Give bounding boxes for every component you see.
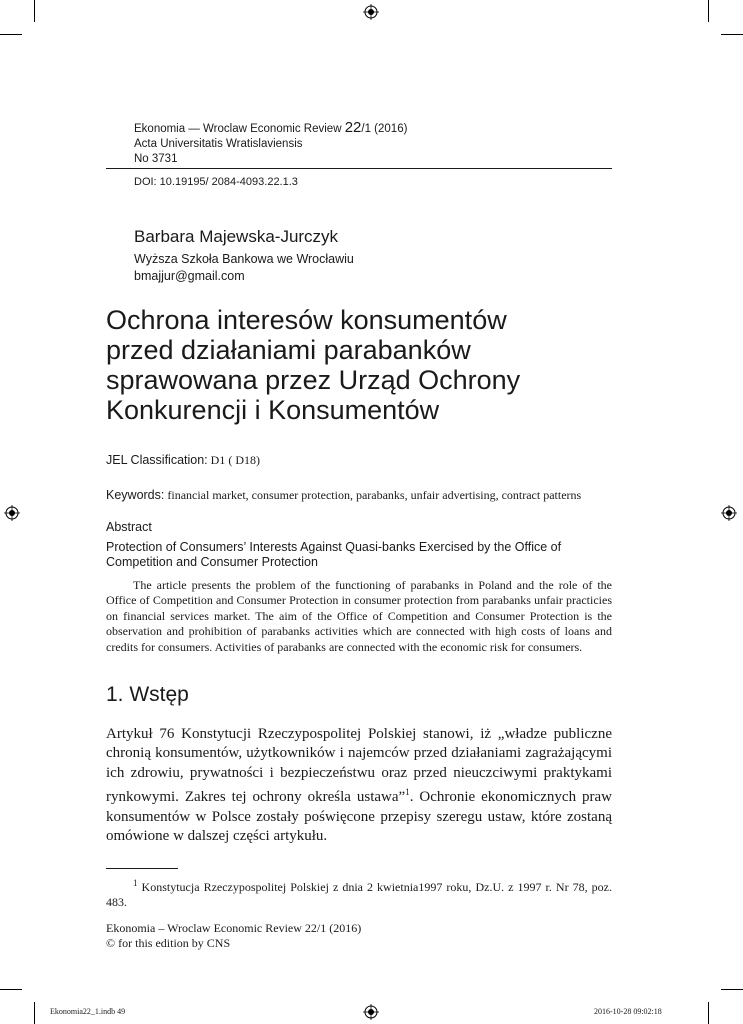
author-affiliation: Wyższa Szkoła Bankowa we Wrocławiu	[134, 252, 354, 266]
jel-value: D1 ( D18)	[207, 453, 260, 467]
title-line: Konkurencji i Konsumentów	[106, 395, 440, 425]
abstract-title: Protection of Consumers’ Interests Against Quasi-banks Exercised by the Office of Competition and Consumer Protection	[106, 540, 562, 569]
issue-number: No 3731	[134, 153, 178, 165]
section-heading: 1. Wstęp	[106, 683, 189, 706]
article-title	[106, 305, 626, 425]
series-name: Acta Universitatis Wratislaviensis	[134, 138, 303, 150]
crop-mark	[34, 0, 35, 22]
abstract-text: The article presents the problem of the functioning of parabanks in Poland and the role of the Office of Competition and Consumer Protection in consumer protection from parabanks unfair practicies on financial services market. The aim of the Office of Competition and Consumer Protection is the observation and prohibition of parabanks activities which are connected with high costs of loans and credits for consumers. Activities of parabanks are connected with the economic risk for consumers.	[106, 578, 612, 654]
registration-mark-icon	[4, 505, 20, 521]
author-name: Barbara Majewska-Jurczyk	[134, 227, 339, 246]
doi: DOI: 10.19195/ 2084-4093.22.1.3	[134, 176, 298, 188]
registration-mark-icon	[721, 505, 737, 521]
body-paragraph: Artykuł 76 Konstytucji Rzeczypospolitej Polskiej stanowi, iż „władze publiczne chronią konsumentów, użytkowników i najemców przed działaniami zagrażającymi ich zdrowiu, prywatności i bezpieczeństwu oraz przed nieuczciwymi praktykami rynkowymi. Zakres tej ochrony określa ustawa”$^1$. Ochronie ekonomicznych praw konsumentów w Polsce zostały poświęcone przepisy szeregu ustaw, które zostaną omówione w dalszej części artykułu.	[106, 726, 613, 845]
title-line: Ochrona interesów konsumentów	[106, 305, 507, 335]
author-email: bmajjur@gmail.com	[134, 269, 245, 283]
footer-citation: Ekonomia – Wroclaw Economic Review 22/1 (2016)	[106, 921, 362, 935]
abstract-label: Abstract	[106, 520, 152, 534]
footnote-text: Konstytucja Rzeczypospolitej Polskiej z dnia 2 kwietnia1997 roku, Dz.U. z 1997 r. Nr 78, poz. 483.	[106, 880, 612, 910]
volume-number: 22	[344, 119, 362, 136]
crop-mark	[708, 1002, 709, 1024]
print-slug-timestamp: 2016-10-28 09:02:18	[594, 1007, 662, 1016]
title-line: przed działaniami parabanków	[106, 335, 471, 365]
crop-mark	[721, 989, 743, 990]
crop-mark	[0, 989, 22, 990]
registration-mark-icon	[363, 1004, 379, 1020]
page-footer	[106, 921, 361, 951]
keywords-label: Keywords:	[106, 488, 165, 502]
footnote-reference[interactable]: 1	[405, 787, 410, 798]
footer-copyright: © for this edition by CNS	[106, 936, 231, 950]
keywords-value: financial market, consumer protection, parabanks, unfair advertising, contract patterns	[164, 488, 582, 502]
footnote-number: 1	[133, 878, 138, 888]
journal-header	[134, 120, 407, 167]
registration-mark-icon	[363, 4, 379, 20]
print-slug-file: Ekonomia22_1.indb 49	[50, 1007, 126, 1016]
keywords	[106, 488, 581, 503]
crop-mark	[721, 34, 743, 35]
footnote	[106, 876, 612, 911]
journal-citation: Ekonomia — Wroclaw Economic Review 22/1 (2016)	[134, 119, 408, 136]
crop-mark	[34, 1002, 35, 1024]
header-rule	[106, 168, 612, 169]
crop-mark	[0, 34, 22, 35]
footnote-rule	[106, 868, 178, 869]
crop-mark	[708, 0, 709, 22]
jel-label: JEL Classification:	[106, 453, 208, 467]
title-line: sprawowana przez Urząd Ochrony	[106, 365, 521, 395]
jel-classification	[106, 453, 260, 468]
